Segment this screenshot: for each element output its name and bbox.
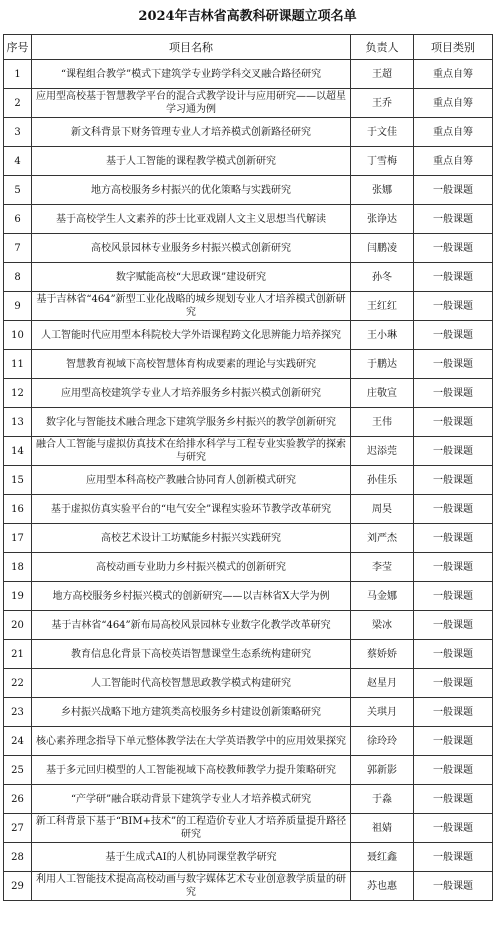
row-name-cell: 利用人工智能技术提高高校动画与数字媒体艺术专业创意教学质量的研究 <box>32 872 351 901</box>
row-no-cell: 21 <box>4 640 32 669</box>
row-category-cell: 一般课题 <box>414 379 493 408</box>
row-no-cell: 16 <box>4 495 32 524</box>
header-leader: 负责人 <box>351 35 414 60</box>
table-row <box>4 582 493 611</box>
row-name-cell: 地方高校服务乡村振兴的优化策略与实践研究 <box>32 176 351 205</box>
row-no-cell: 29 <box>4 872 32 901</box>
row-name-cell: 高校动画专业助力乡村振兴模式的创新研究 <box>32 553 351 582</box>
row-no-cell: 10 <box>4 321 32 350</box>
row-no-cell: 6 <box>4 205 32 234</box>
row-name-cell: 基于虚拟仿真实验平台的“电气安全”课程实验环节教学改革研究 <box>32 495 351 524</box>
table-row <box>4 843 493 872</box>
row-category-cell: 一般课题 <box>414 321 493 350</box>
project-table <box>3 34 493 901</box>
row-category-cell: 一般课题 <box>414 292 493 321</box>
row-name-cell: 数字赋能高校“大思政课”建设研究 <box>32 263 351 292</box>
row-category-cell: 一般课题 <box>414 408 493 437</box>
row-category-cell: 一般课题 <box>414 466 493 495</box>
row-name-cell: “课程组合教学”模式下建筑学专业跨学科交叉融合路径研究 <box>32 60 351 89</box>
row-leader-cell: 丁雪梅 <box>351 147 414 176</box>
row-no-cell: 28 <box>4 843 32 872</box>
row-no-cell: 14 <box>4 437 32 466</box>
row-category-cell: 重点自筹 <box>414 147 493 176</box>
row-no-cell: 27 <box>4 814 32 843</box>
table-row <box>4 147 493 176</box>
row-no-cell: 19 <box>4 582 32 611</box>
row-name-cell: 新工科背景下基于“BIM+技术”的工程造价专业人才培养质量提升路径研究 <box>32 814 351 843</box>
row-no-cell: 22 <box>4 669 32 698</box>
table-row <box>4 524 493 553</box>
row-no-cell: 8 <box>4 263 32 292</box>
row-no-cell: 26 <box>4 785 32 814</box>
row-category-cell: 一般课题 <box>414 234 493 263</box>
row-name-cell: 高校风景园林专业服务乡村振兴模式创新研究 <box>32 234 351 263</box>
table-row <box>4 60 493 89</box>
table-row <box>4 89 493 118</box>
row-category-cell: 重点自筹 <box>414 118 493 147</box>
row-leader-cell: 庄敬宣 <box>351 379 414 408</box>
row-leader-cell: 闫鹏凌 <box>351 234 414 263</box>
row-category-cell: 一般课题 <box>414 553 493 582</box>
table-row <box>4 785 493 814</box>
table-row <box>4 495 493 524</box>
row-leader-cell: 孙佳乐 <box>351 466 414 495</box>
row-leader-cell: 徐玲玲 <box>351 727 414 756</box>
row-no-cell: 20 <box>4 611 32 640</box>
row-category-cell: 一般课题 <box>414 785 493 814</box>
row-leader-cell: 王小琳 <box>351 321 414 350</box>
header-no: 序号 <box>4 35 32 60</box>
table-row <box>4 553 493 582</box>
row-name-cell: 人工智能时代应用型本科院校大学外语课程跨文化思辨能力培养探究 <box>32 321 351 350</box>
row-leader-cell: 郭新影 <box>351 756 414 785</box>
table-row <box>4 234 493 263</box>
row-name-cell: 人工智能时代高校智慧思政教学模式构建研究 <box>32 669 351 698</box>
row-name-cell: 乡村振兴战略下地方建筑类高校服务乡村建设创新策略研究 <box>32 698 351 727</box>
table-row <box>4 698 493 727</box>
row-category-cell: 一般课题 <box>414 437 493 466</box>
row-name-cell: 基于生成式AI的人机协同课堂教学研究 <box>32 843 351 872</box>
row-category-cell: 一般课题 <box>414 176 493 205</box>
table-row <box>4 756 493 785</box>
row-category-cell: 重点自筹 <box>414 60 493 89</box>
row-leader-cell: 张娜 <box>351 176 414 205</box>
table-row <box>4 118 493 147</box>
table-row <box>4 640 493 669</box>
row-category-cell: 一般课题 <box>414 611 493 640</box>
table-row <box>4 814 493 843</box>
row-name-cell: 应用型本科高校产教融合协同育人创新模式研究 <box>32 466 351 495</box>
table-row <box>4 292 493 321</box>
row-name-cell: 基于吉林省“464”新型工业化战略的城乡规划专业人才培养模式创新研究 <box>32 292 351 321</box>
table-row <box>4 437 493 466</box>
row-name-cell: 高校艺术设计工坊赋能乡村振兴实践研究 <box>32 524 351 553</box>
document-title: 2024年吉林省高教科研课题立项名单 <box>138 9 357 24</box>
row-name-cell: 基于高校学生人文素养的莎士比亚戏剧人文主义思想当代解读 <box>32 205 351 234</box>
row-leader-cell: 苏也惠 <box>351 872 414 901</box>
row-no-cell: 7 <box>4 234 32 263</box>
row-no-cell: 9 <box>4 292 32 321</box>
table-row <box>4 263 493 292</box>
row-category-cell: 一般课题 <box>414 698 493 727</box>
row-leader-cell: 王伟 <box>351 408 414 437</box>
row-no-cell: 11 <box>4 350 32 379</box>
table-row <box>4 466 493 495</box>
row-no-cell: 1 <box>4 60 32 89</box>
row-category-cell: 一般课题 <box>414 669 493 698</box>
row-name-cell: 融合人工智能与虚拟仿真技术在给排水科学与工程专业实验教学的探索与研究 <box>32 437 351 466</box>
row-category-cell: 一般课题 <box>414 814 493 843</box>
row-no-cell: 23 <box>4 698 32 727</box>
row-name-cell: 教育信息化背景下高校英语智慧课堂生态系统构建研究 <box>32 640 351 669</box>
row-name-cell: 应用型高校建筑学专业人才培养服务乡村振兴模式创新研究 <box>32 379 351 408</box>
row-no-cell: 17 <box>4 524 32 553</box>
row-category-cell: 一般课题 <box>414 350 493 379</box>
row-name-cell: 基于吉林省“464”新布局高校风景园林专业数字化教学改革研究 <box>32 611 351 640</box>
row-leader-cell: 于淼 <box>351 785 414 814</box>
row-leader-cell: 聂红鑫 <box>351 843 414 872</box>
row-category-cell: 一般课题 <box>414 263 493 292</box>
row-leader-cell: 李莹 <box>351 553 414 582</box>
row-leader-cell: 周昊 <box>351 495 414 524</box>
row-no-cell: 24 <box>4 727 32 756</box>
table-header-row <box>4 35 493 60</box>
row-leader-cell: 刘严杰 <box>351 524 414 553</box>
table-row <box>4 611 493 640</box>
row-category-cell: 重点自筹 <box>414 89 493 118</box>
row-name-cell: 地方高校服务乡村振兴模式的创新研究——以吉林省X大学为例 <box>32 582 351 611</box>
row-no-cell: 13 <box>4 408 32 437</box>
row-leader-cell: 王超 <box>351 60 414 89</box>
row-leader-cell: 关琪月 <box>351 698 414 727</box>
row-no-cell: 25 <box>4 756 32 785</box>
row-category-cell: 一般课题 <box>414 756 493 785</box>
table-row <box>4 176 493 205</box>
row-category-cell: 一般课题 <box>414 640 493 669</box>
header-project-name: 项目名称 <box>32 35 351 60</box>
row-category-cell: 一般课题 <box>414 205 493 234</box>
row-name-cell: “产学研”融合联动背景下建筑学专业人才培养模式研究 <box>32 785 351 814</box>
row-name-cell: 基于多元回归模型的人工智能视域下高校教师教学力提升策略研究 <box>32 756 351 785</box>
row-leader-cell: 蔡娇娇 <box>351 640 414 669</box>
row-category-cell: 一般课题 <box>414 872 493 901</box>
table-row <box>4 872 493 901</box>
table-row <box>4 727 493 756</box>
row-leader-cell: 张诤达 <box>351 205 414 234</box>
row-no-cell: 5 <box>4 176 32 205</box>
row-leader-cell: 赵星月 <box>351 669 414 698</box>
row-leader-cell: 于文佳 <box>351 118 414 147</box>
row-no-cell: 3 <box>4 118 32 147</box>
table-row <box>4 350 493 379</box>
table-row <box>4 408 493 437</box>
header-category: 项目类别 <box>414 35 493 60</box>
row-no-cell: 4 <box>4 147 32 176</box>
table-row <box>4 379 493 408</box>
row-name-cell: 核心素养理念指导下单元整体教学法在大学英语教学中的应用效果探究 <box>32 727 351 756</box>
row-leader-cell: 梁冰 <box>351 611 414 640</box>
row-category-cell: 一般课题 <box>414 727 493 756</box>
row-category-cell: 一般课题 <box>414 524 493 553</box>
row-leader-cell: 孙冬 <box>351 263 414 292</box>
table-row <box>4 321 493 350</box>
row-name-cell: 基于人工智能的课程教学模式创新研究 <box>32 147 351 176</box>
row-leader-cell: 马金娜 <box>351 582 414 611</box>
row-no-cell: 18 <box>4 553 32 582</box>
row-leader-cell: 王红红 <box>351 292 414 321</box>
row-leader-cell: 迟添莞 <box>351 437 414 466</box>
table-row <box>4 205 493 234</box>
row-no-cell: 15 <box>4 466 32 495</box>
row-category-cell: 一般课题 <box>414 582 493 611</box>
row-name-cell: 数字化与智能技术融合理念下建筑学服务乡村振兴的教学创新研究 <box>32 408 351 437</box>
row-leader-cell: 王乔 <box>351 89 414 118</box>
row-leader-cell: 于鹏达 <box>351 350 414 379</box>
row-no-cell: 2 <box>4 89 32 118</box>
row-name-cell: 新文科背景下财务管理专业人才培养模式创新路径研究 <box>32 118 351 147</box>
row-leader-cell: 祖婧 <box>351 814 414 843</box>
row-name-cell: 应用型高校基于智慧教学平台的混合式教学设计与应用研究——以超星学习通为例 <box>32 89 351 118</box>
table-row <box>4 669 493 698</box>
row-category-cell: 一般课题 <box>414 843 493 872</box>
row-name-cell: 智慧教育视域下高校智慧体育构成要素的理论与实践研究 <box>32 350 351 379</box>
row-no-cell: 12 <box>4 379 32 408</box>
row-category-cell: 一般课题 <box>414 495 493 524</box>
